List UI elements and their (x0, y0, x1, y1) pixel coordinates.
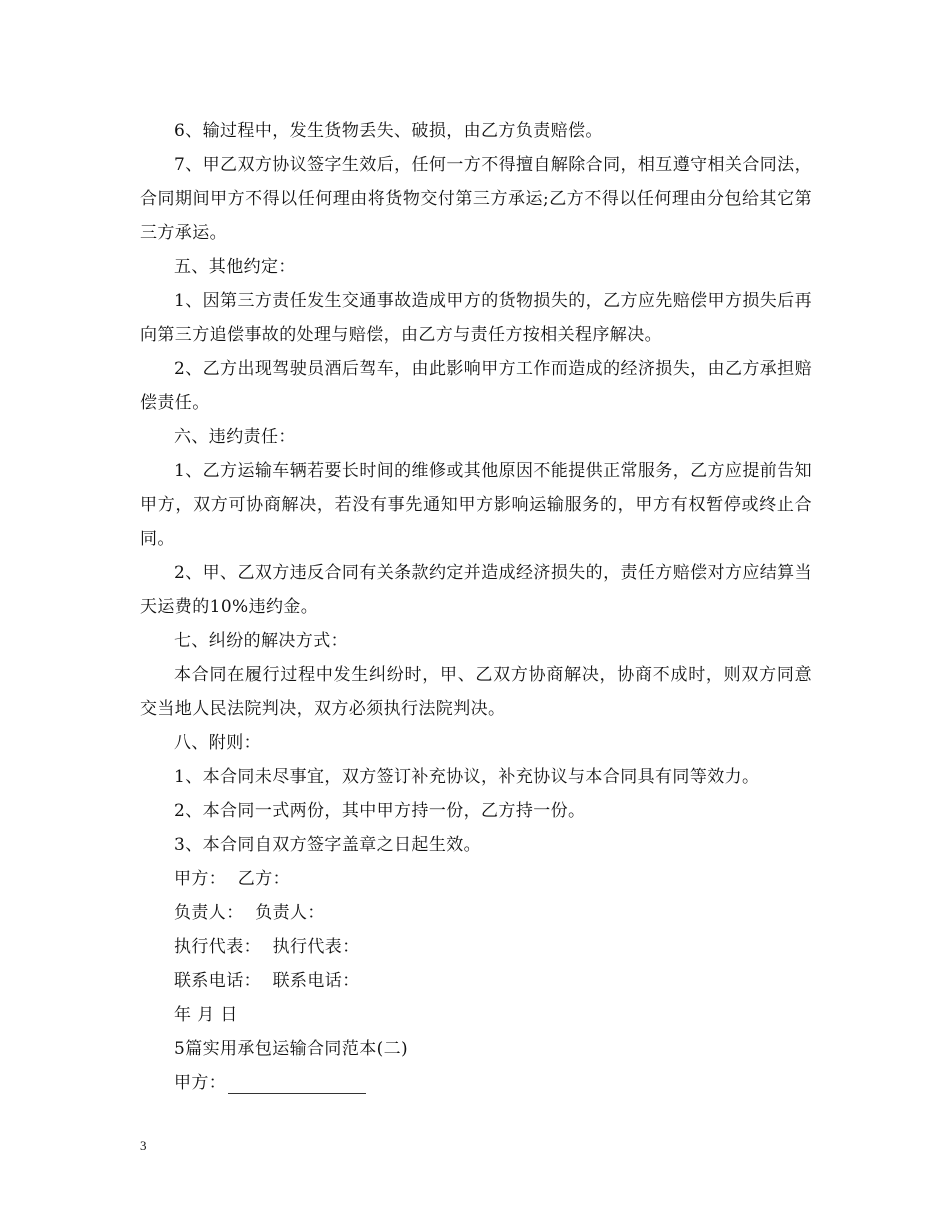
signature-phone: 联系电话： 联系电话： (174, 971, 360, 991)
signature-date: 年 月 日 (174, 1005, 238, 1025)
signature-representative: 执行代表： 执行代表： (174, 937, 360, 957)
paragraph-appendix-1: 1、本合同未尽事宜，双方签订补充协议，补充协议与本合同具有同等效力。 (174, 767, 760, 787)
document-body (140, 114, 812, 1100)
paragraph-disputes: 本合同在履行过程中发生纠纷时，甲、乙双方协商解决，协商不成时，则双方同意交当地人民法院判决，双方必须执行法院判决。 (140, 665, 812, 719)
paragraph-item6: 6、输过程中，发生货物丢失、破损，由乙方负责赔偿。 (174, 121, 603, 141)
paragraph-item7: 7、甲乙双方协议签字生效后，任何一方不得擅自解除合同，相互遵守相关合同法，合同期间甲方不得以任何理由将货物交付第三方承运;乙方不得以任何理由分包给其它第三方承运。 (140, 155, 812, 243)
paragraph-breach-1: 1、乙方运输车辆若要长时间的维修或其他原因不能提供正常服务，乙方应提前告知甲方，双方可协商解决，若没有事先通知甲方影响运输服务的，甲方有权暂停或终止合同。 (140, 461, 812, 549)
party-a-blank-field (228, 1073, 366, 1094)
page-number: 3 (140, 1138, 147, 1153)
section-heading-disputes: 七、纠纷的解决方式： (174, 631, 348, 651)
paragraph-breach-2: 2、甲、乙双方违反合同有关条款约定并造成经济损失的，责任方赔偿对方应结算当天运费的10%违约金。 (140, 563, 812, 617)
signature-responsible: 负责人： 负责人： (174, 903, 325, 923)
party-a-line (140, 1066, 812, 1100)
next-document-title: 5篇实用承包运输合同范本(二) (174, 1039, 409, 1059)
signature-parties: 甲方： 乙方： (174, 869, 291, 889)
paragraph-other-2: 2、乙方出现驾驶员酒后驾车，由此影响甲方工作而造成的经济损失，由乙方承担赔偿责任。 (140, 359, 812, 413)
section-heading-breach: 六、违约责任： (174, 427, 296, 447)
section-heading-other-terms: 五、其他约定： (174, 257, 296, 277)
paragraph-other-1: 1、因第三方责任发生交通事故造成甲方的货物损失的，乙方应先赔偿甲方损失后再向第三方追偿事故的处理与赔偿，由乙方与责任方按相关程序解决。 (140, 291, 812, 345)
section-heading-appendix: 八、附则： (174, 733, 261, 753)
paragraph-appendix-2: 2、本合同一式两份，其中甲方持一份，乙方持一份。 (174, 801, 586, 821)
party-a-label: 甲方： (174, 1073, 227, 1093)
paragraph-appendix-3: 3、本合同自双方签字盖章之日起生效。 (174, 835, 482, 855)
